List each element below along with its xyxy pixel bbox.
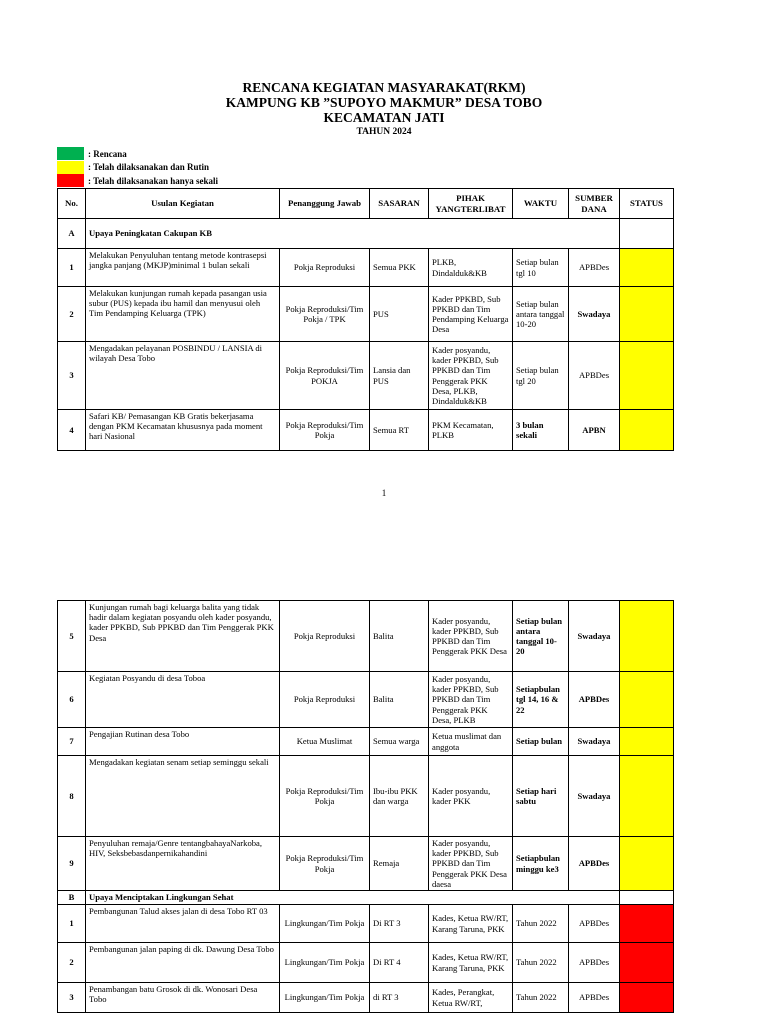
usulan-kegiatan-cell: Mengadakan kegiatan senam setiap seminggu sekali: [86, 756, 280, 837]
table-row: [58, 728, 674, 756]
penanggung-jawab-cell: Lingkungan/Tim Pokja: [280, 943, 370, 983]
legend-item-sekali: [57, 174, 218, 188]
status-cell: [620, 672, 674, 728]
pihak-terlibat-cell: Kader posyandu, kader PKK: [429, 756, 513, 837]
section-title: Upaya Peningkatan Cakupan KB: [86, 219, 620, 249]
status-cell: [620, 410, 674, 451]
row-number: 5: [58, 601, 86, 672]
status-cell: [620, 342, 674, 410]
status-cell: [620, 756, 674, 837]
document-header: [0, 80, 768, 137]
title-line-2: KAMPUNG KB ”SUPOYO MAKMUR” DESA TOBO: [225, 95, 543, 110]
table-header-row: [58, 189, 674, 219]
usulan-kegiatan-cell: Mengadakan pelayanan POSBINDU / LANSIA di wilayah Desa Tobo: [86, 342, 280, 410]
row-number: 4: [58, 410, 86, 451]
table-row: [58, 601, 674, 672]
penanggung-jawab-cell: Lingkungan/Tim Pokja: [280, 905, 370, 943]
penanggung-jawab-cell: Pokja Reproduksi: [280, 672, 370, 728]
sasaran-cell: Di RT 4: [370, 943, 429, 983]
table-row: [58, 943, 674, 983]
status-cell: [620, 983, 674, 1013]
status-cell: [620, 837, 674, 891]
legend-swatch-yellow: [57, 161, 84, 174]
sasaran-cell: Semua RT: [370, 410, 429, 451]
usulan-kegiatan-cell: Pembangunan jalan paping di dk. Dawung Desa Tobo: [86, 943, 280, 983]
sumber-dana-cell: APBDes: [569, 672, 620, 728]
header-pihak-terlibat: PIHAK YANGTERLIBAT: [429, 189, 513, 219]
penanggung-jawab-cell: Pokja Reproduksi: [280, 249, 370, 287]
legend-label: : Telah dilaksanakan hanya sekali: [88, 175, 219, 186]
waktu-cell: Setiap bulan antara tanggal 10-20: [513, 287, 569, 342]
waktu-cell: Setiapbulan tgl 14, 16 & 22: [513, 672, 569, 728]
penanggung-jawab-cell: Ketua Muslimat: [280, 728, 370, 756]
sasaran-cell: PUS: [370, 287, 429, 342]
title-year: TAHUN 2024: [356, 127, 412, 137]
header-sumber-dana: SUMBER DANA: [569, 189, 620, 219]
row-number: 3: [58, 983, 86, 1013]
penanggung-jawab-cell: Pokja Reproduksi/Tim Pokja: [280, 756, 370, 837]
legend-swatch-red: [57, 174, 84, 187]
waktu-cell: Tahun 2022: [513, 905, 569, 943]
table-row: [58, 287, 674, 342]
status-cell: [620, 905, 674, 943]
pihak-terlibat-cell: Kades, Ketua RW/RT, Karang Taruna, PKK: [429, 943, 513, 983]
sumber-dana-cell: APBDes: [569, 249, 620, 287]
row-number: 7: [58, 728, 86, 756]
section-letter: B: [58, 891, 86, 905]
sasaran-cell: Di RT 3: [370, 905, 429, 943]
waktu-cell: Setiap bulan tgl 20: [513, 342, 569, 410]
waktu-cell: 3 bulan sekali: [513, 410, 569, 451]
legend-swatch-green: [57, 147, 84, 160]
penanggung-jawab-cell: Pokja Reproduksi/Tim Pokja: [280, 837, 370, 891]
sasaran-cell: Remaja: [370, 837, 429, 891]
table-row: [58, 342, 674, 410]
penanggung-jawab-cell: Pokja Reproduksi/Tim POKJA: [280, 342, 370, 410]
penanggung-jawab-cell: Pokja Reproduksi: [280, 601, 370, 672]
sumber-dana-cell: Swadaya: [569, 601, 620, 672]
header-status: STATUS: [620, 189, 674, 219]
waktu-cell: Setiap bulan: [513, 728, 569, 756]
legend-item-rutin: [57, 161, 218, 175]
row-number: 1: [58, 249, 86, 287]
table-row: [58, 756, 674, 837]
header-no: No.: [58, 189, 86, 219]
row-number: 9: [58, 837, 86, 891]
sumber-dana-cell: Swadaya: [569, 728, 620, 756]
pihak-terlibat-cell: Kades, Perangkat, Ketua RW/RT,: [429, 983, 513, 1013]
sumber-dana-cell: APBDes: [569, 905, 620, 943]
row-number: 8: [58, 756, 86, 837]
page-number: 1: [381, 488, 387, 498]
sasaran-cell: Balita: [370, 672, 429, 728]
table-row: [58, 905, 674, 943]
usulan-kegiatan-cell: Pembangunan Talud akses jalan di desa Tobo RT 03: [86, 905, 280, 943]
table-row: [58, 249, 674, 287]
sasaran-cell: Lansia dan PUS: [370, 342, 429, 410]
usulan-kegiatan-cell: Melakukan kunjungan rumah kepada pasangan usia subur (PUS) kepada ibu hamil dan menyusui oleh Tim Pendamping Keluarga (TPK): [86, 287, 280, 342]
waktu-cell: Tahun 2022: [513, 983, 569, 1013]
sumber-dana-cell: APBDes: [569, 943, 620, 983]
pihak-terlibat-cell: Kader posyandu, kader PPKBD, Sub PPKBD dan Tim Penggerak PKK Desa daesa: [429, 837, 513, 891]
title-line-1: RENCANA KEGIATAN MASYARAKAT(RKM): [242, 80, 526, 95]
status-cell: [620, 287, 674, 342]
pihak-terlibat-cell: Kader PPKBD, Sub PPKBD dan Tim Pendamping Keluarga Desa: [429, 287, 513, 342]
section-letter: A: [58, 219, 86, 249]
sasaran-cell: Ibu-ibu PKK dan warga: [370, 756, 429, 837]
legend-label: : Telah dilaksanakan dan Rutin: [88, 162, 210, 173]
row-number: 6: [58, 672, 86, 728]
pihak-terlibat-cell: PKM Kecamatan, PLKB: [429, 410, 513, 451]
waktu-cell: Setiap bulan antara tanggal 10-20: [513, 601, 569, 672]
header-sasaran: SASARAN: [370, 189, 429, 219]
usulan-kegiatan-cell: Penambangan batu Grosok di dk. Wonosari Desa Tobo: [86, 983, 280, 1013]
waktu-cell: Setiap bulan tgl 10: [513, 249, 569, 287]
sumber-dana-cell: APBDes: [569, 983, 620, 1013]
title-line-3: KECAMATAN JATI: [323, 110, 445, 125]
row-number: 2: [58, 287, 86, 342]
sumber-dana-cell: APBDes: [569, 342, 620, 410]
pihak-terlibat-cell: Kades, Ketua RW/RT, Karang Taruna, PKK: [429, 905, 513, 943]
penanggung-jawab-cell: Lingkungan/Tim Pokja: [280, 983, 370, 1013]
usulan-kegiatan-cell: Kegiatan Posyandu di desa Toboa: [86, 672, 280, 728]
sasaran-cell: Semua warga: [370, 728, 429, 756]
usulan-kegiatan-cell: Penyuluhan remaja/Genre tentangbahayaNarkoba, HIV, Seksbebasdanpernikahandini: [86, 837, 280, 891]
table-row: [58, 672, 674, 728]
status-cell: [620, 728, 674, 756]
status-cell: [620, 219, 674, 249]
penanggung-jawab-cell: Pokja Reproduksi/Tim Pokja: [280, 410, 370, 451]
pihak-terlibat-cell: Ketua muslimat dan anggota: [429, 728, 513, 756]
sumber-dana-cell: Swadaya: [569, 756, 620, 837]
waktu-cell: Setiap hari sabtu: [513, 756, 569, 837]
row-number: 2: [58, 943, 86, 983]
usulan-kegiatan-cell: Melakukan Penyuluhan tentang metode kontrasepsi jangka panjang (MKJP)minimal 1 bulan sekali: [86, 249, 280, 287]
pihak-terlibat-cell: Kader posyandu, kader PPKBD, Sub PPKBD dan Tim Penggerak PKK Desa: [429, 601, 513, 672]
header-usulan-kegiatan: Usulan Kegiatan: [86, 189, 280, 219]
row-number: 1: [58, 905, 86, 943]
waktu-cell: Setiapbulan minggu ke3: [513, 837, 569, 891]
penanggung-jawab-cell: Pokja Reproduksi/Tim Pokja / TPK: [280, 287, 370, 342]
usulan-kegiatan-cell: Pengajian Rutinan desa Tobo: [86, 728, 280, 756]
status-cell: [620, 891, 674, 905]
sasaran-cell: di RT 3: [370, 983, 429, 1013]
usulan-kegiatan-cell: Safari KB/ Pemasangan KB Gratis bekerjasama dengan PKM Kecamatan khususnya pada moment hari Nasional: [86, 410, 280, 451]
sasaran-cell: Balita: [370, 601, 429, 672]
header-waktu: WAKTU: [513, 189, 569, 219]
table-row: [58, 410, 674, 451]
section-row: [58, 891, 674, 905]
legend-item-rencana: [57, 147, 218, 161]
sumber-dana-cell: APBDes: [569, 837, 620, 891]
waktu-cell: Tahun 2022: [513, 943, 569, 983]
table-row: [58, 983, 674, 1013]
activity-table-page-1: [57, 188, 674, 451]
section-row: [58, 219, 674, 249]
pihak-terlibat-cell: PLKB, Dindalduk&KB: [429, 249, 513, 287]
sasaran-cell: Semua PKK: [370, 249, 429, 287]
pihak-terlibat-cell: Kader posyandu, kader PPKBD, Sub PPKBD dan Tim Penggerak PKK Desa, PLKB, Dindalduk&KB: [429, 342, 513, 410]
status-cell: [620, 601, 674, 672]
row-number: 3: [58, 342, 86, 410]
status-legend: [57, 147, 218, 188]
sumber-dana-cell: APBN: [569, 410, 620, 451]
table-row: [58, 837, 674, 891]
usulan-kegiatan-cell: Kunjungan rumah bagi keluarga balita yang tidak hadir dalam kegiatan posyandu oleh kader posyandu, kader PPKBD, Sub PPKBD dan Tim Penggerak PKK Desa: [86, 601, 280, 672]
sumber-dana-cell: Swadaya: [569, 287, 620, 342]
status-cell: [620, 943, 674, 983]
activity-table-page-2: [57, 600, 674, 1013]
pihak-terlibat-cell: Kader posyandu, kader PPKBD, Sub PPKBD dan Tim Penggerak PKK Desa, PLKB: [429, 672, 513, 728]
legend-label: : Rencana: [88, 148, 127, 159]
section-title: Upaya Menciptakan Lingkungan Sehat: [86, 891, 620, 905]
header-penanggung-jawab: Penanggung Jawab: [280, 189, 370, 219]
status-cell: [620, 249, 674, 287]
